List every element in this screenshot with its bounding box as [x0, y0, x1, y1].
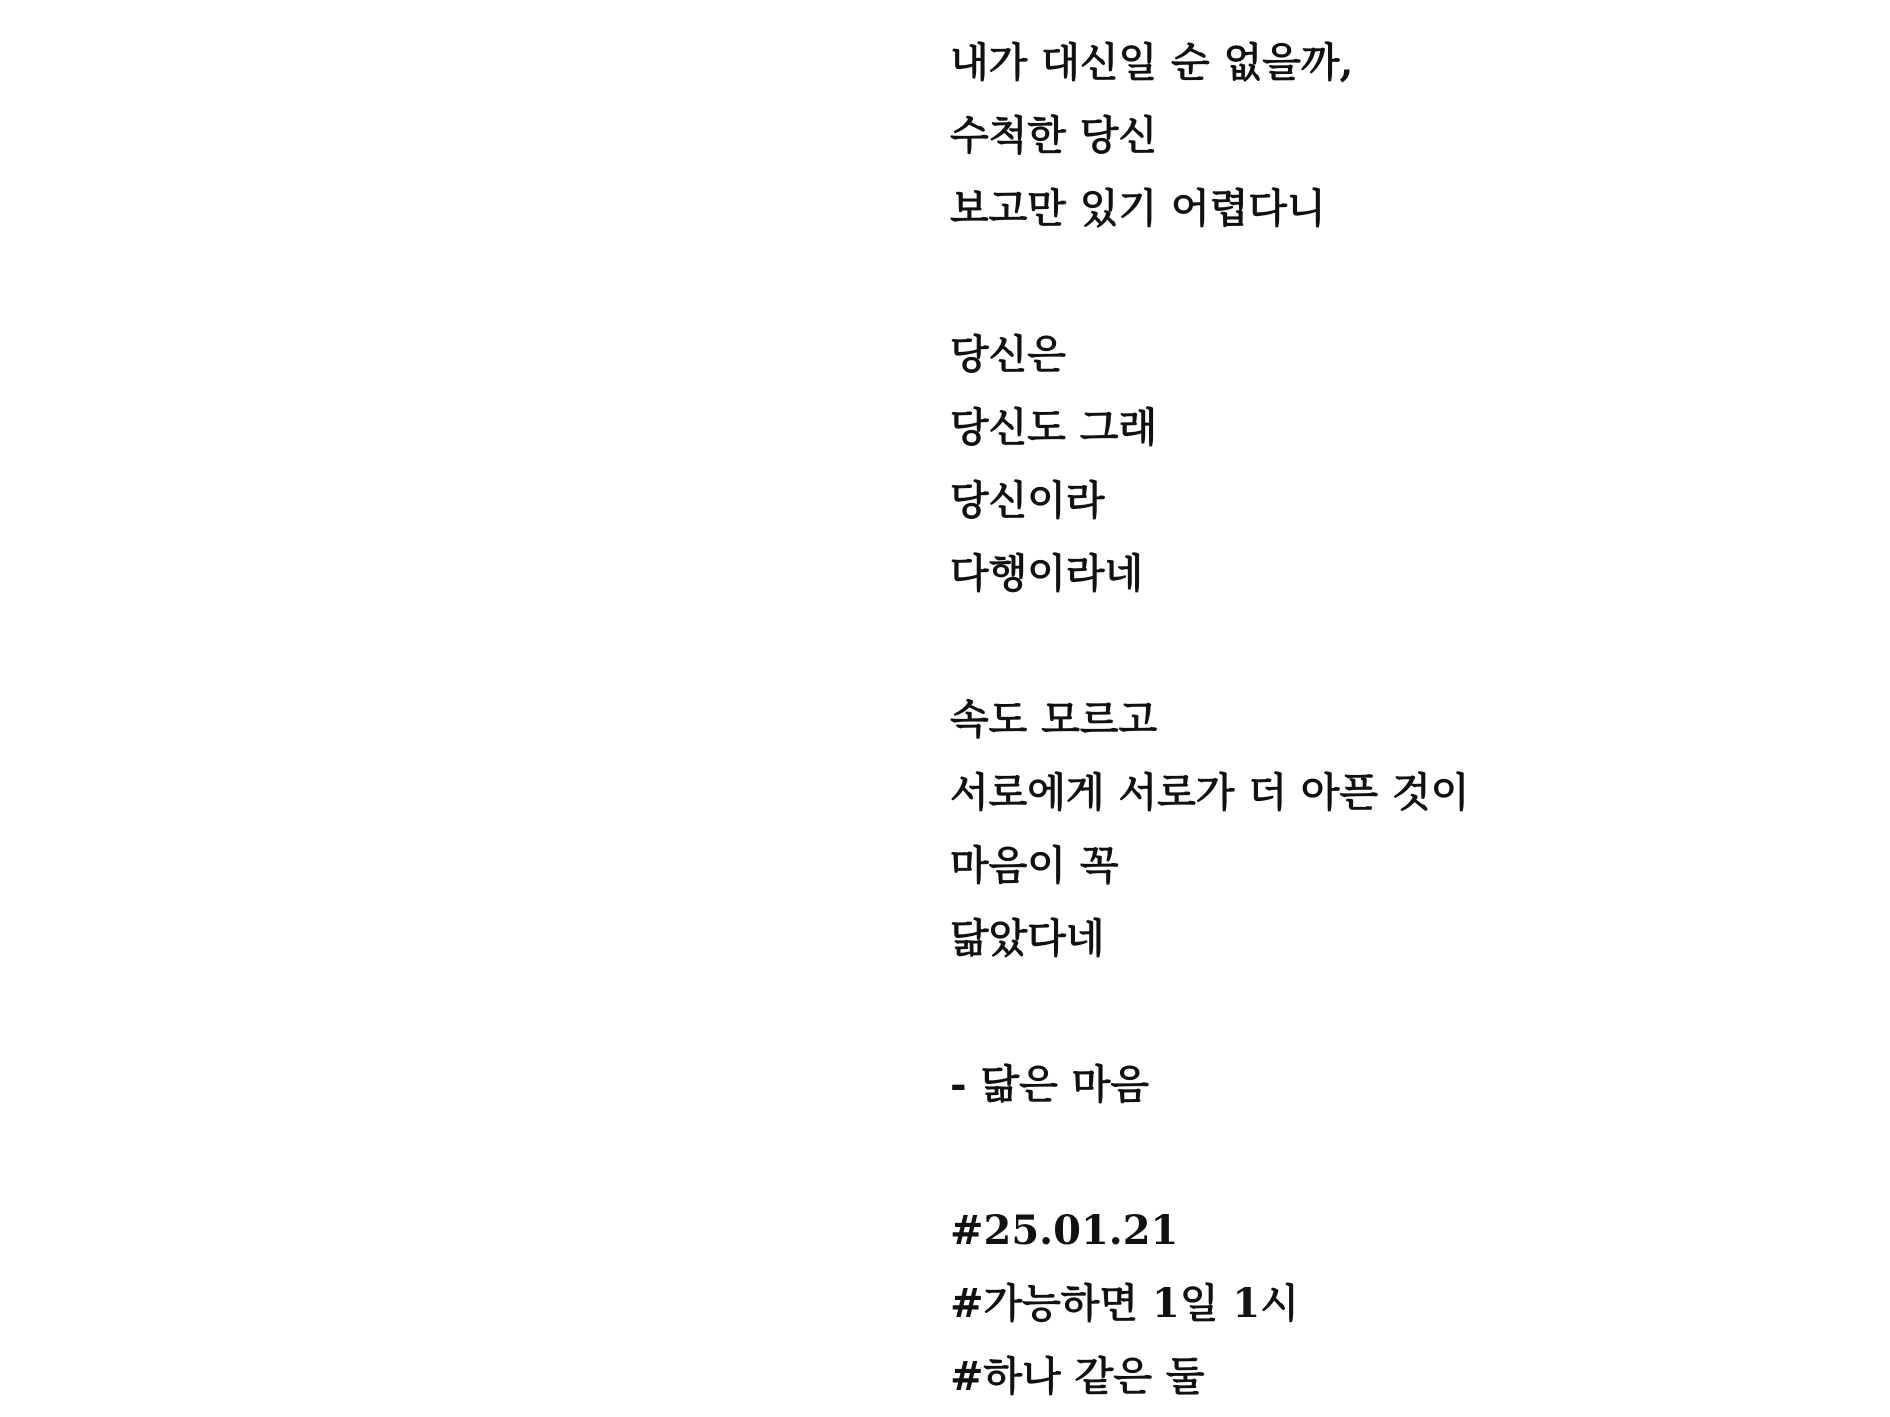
section-gap — [950, 1121, 1850, 1194]
poem-line: 내가 대신일 순 없을까, — [950, 39, 1354, 86]
stanza-gap — [950, 245, 1850, 318]
hashtag: #하나 같은 둘 — [950, 1353, 1205, 1400]
stanza-gap — [950, 610, 1850, 683]
poem-line: 수척한 당신 — [950, 112, 1158, 159]
poem-line: 당신이라 — [950, 477, 1105, 524]
poem-line: 닮았다네 — [950, 915, 1105, 962]
poem-line: 서로에게 서로가 더 아픈 것이 — [950, 769, 1470, 816]
poem-line: 당신도 그래 — [950, 404, 1158, 451]
poem-title-line: - 닮은 마음 — [950, 1061, 1150, 1108]
poem-line: 마음이 꼭 — [950, 842, 1119, 889]
poem-line: 다행이라네 — [950, 550, 1144, 597]
hashtag: #25.01.21 — [950, 1207, 1179, 1254]
poem-line: 보고만 있기 어렵다니 — [950, 185, 1326, 232]
poem-text — [950, 26, 1850, 1413]
hashtag: #가능하면 1일 1시 — [950, 1280, 1299, 1327]
poem-line: 당신은 — [950, 331, 1066, 378]
stanza-gap — [950, 975, 1850, 1048]
poem-line: 속도 모르고 — [950, 696, 1158, 743]
